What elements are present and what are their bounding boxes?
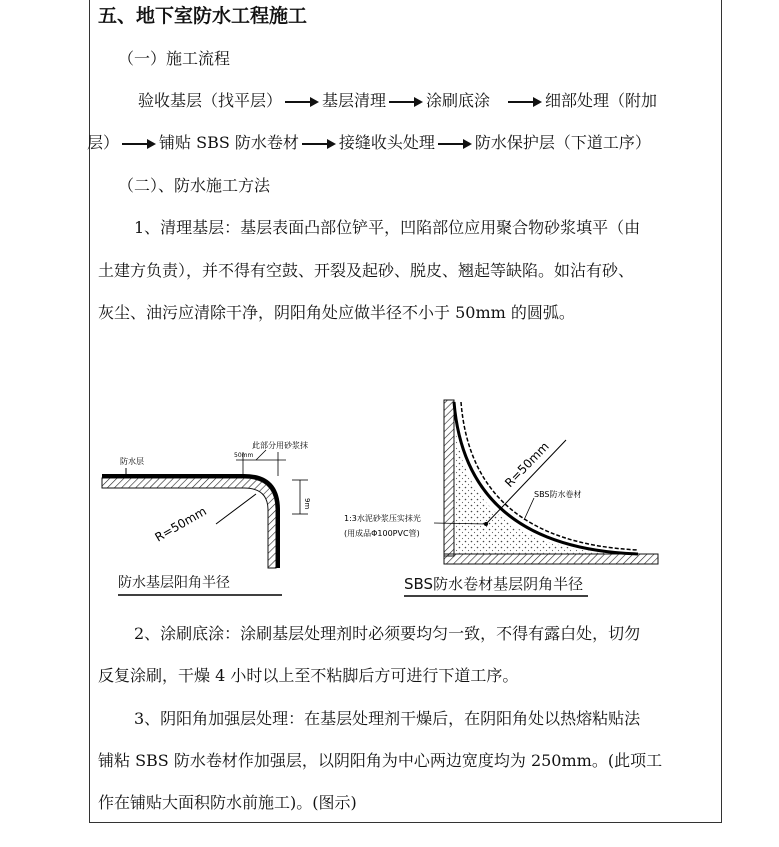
flow-line-2 — [87, 133, 651, 153]
floor-structure — [444, 554, 658, 564]
flow-line-1 — [138, 91, 657, 111]
flow-step-2: 基层清理 — [322, 91, 387, 110]
figure-internal-corner — [338, 396, 668, 601]
radius-label: R=50mm — [152, 503, 209, 545]
arrow-icon — [438, 133, 472, 153]
arrow-icon — [389, 91, 423, 111]
flow-step-1: 验收基层（找平层） — [138, 91, 283, 110]
note-pvc: (用成品Φ100PVC管) — [344, 529, 420, 538]
paragraph-1-line-3: 灰尘、油污应清除干净，阴阳角处应做半径不小于 50mm 的圆弧。 — [98, 303, 575, 322]
arrow-icon — [285, 91, 319, 111]
flow-step-6: 接缝收头处理 — [338, 133, 435, 152]
label-mortar: 此部分用砂浆抹 — [252, 441, 308, 450]
paragraph-2-line-2: 反复涂刷，干燥 4 小时以上至不粘脚后方可进行下道工序。 — [98, 666, 519, 685]
paragraph-2-line-1: 2、涂刷底涂：涂刷基层处理剂时必须要均匀一致，不得有露白处，切勿 — [134, 624, 641, 643]
figure-left-caption: 防水基层阳角半径 — [118, 575, 230, 591]
arrow-icon — [508, 91, 542, 111]
paragraph-1-line-2: 土建方负责），并不得有空鼓、开裂及起砂、脱皮、翘起等缺陷。如沾有砂、 — [98, 261, 635, 280]
radius-label: R=50mm — [502, 439, 552, 491]
flow-step-7: 防水保护层（下道工序） — [474, 133, 651, 152]
subheading-method: （二）、防水施工方法 — [118, 176, 271, 195]
dim-50mm: 50mm — [234, 452, 254, 459]
paragraph-3-line-3: 作在铺贴大面积防水前施工)。(图示) — [98, 793, 357, 812]
arrow-icon — [122, 133, 156, 153]
flow-step-3: 涂刷底涂 — [426, 91, 491, 110]
paragraph-1-line-1: 1、清理基层：基层表面凸部位铲平，凹陷部位应用聚合物砂浆填平（由 — [134, 218, 641, 237]
dim-9m: 9m — [303, 498, 311, 510]
arrow-icon — [302, 133, 336, 153]
paragraph-3-line-2: 铺粘 SBS 防水卷材作加强层，以阴阳角为中心两边宽度均为 250mm。(此项工 — [98, 751, 663, 770]
radius-line — [216, 494, 256, 524]
label-waterproof-layer: 防水层 — [120, 457, 144, 466]
section-heading: 五、地下室防水工程施工 — [98, 5, 308, 27]
paragraph-3-line-1: 3、阴阳角加强层处理：在基层处理剂干燥后，在阴阳角处以热熔粘贴法 — [134, 709, 641, 728]
label-sbs: SBS防水卷材 — [534, 490, 582, 499]
subheading-flow: （一）施工流程 — [118, 49, 231, 68]
radius-line — [486, 440, 566, 524]
leader-line — [524, 498, 534, 520]
figure-right-caption: SBS防水卷材基层阴角半径 — [404, 575, 584, 593]
note-mortar: 1:3水泥砂浆压实抹光 — [344, 514, 421, 523]
flow-step-5: 铺贴 SBS 防水卷材 — [159, 133, 299, 152]
flow-step-4-cont: 层） — [87, 133, 120, 152]
flow-step-4: 细部处理（附加 — [545, 91, 658, 110]
wall-structure — [444, 400, 454, 556]
leader-line — [256, 450, 266, 460]
